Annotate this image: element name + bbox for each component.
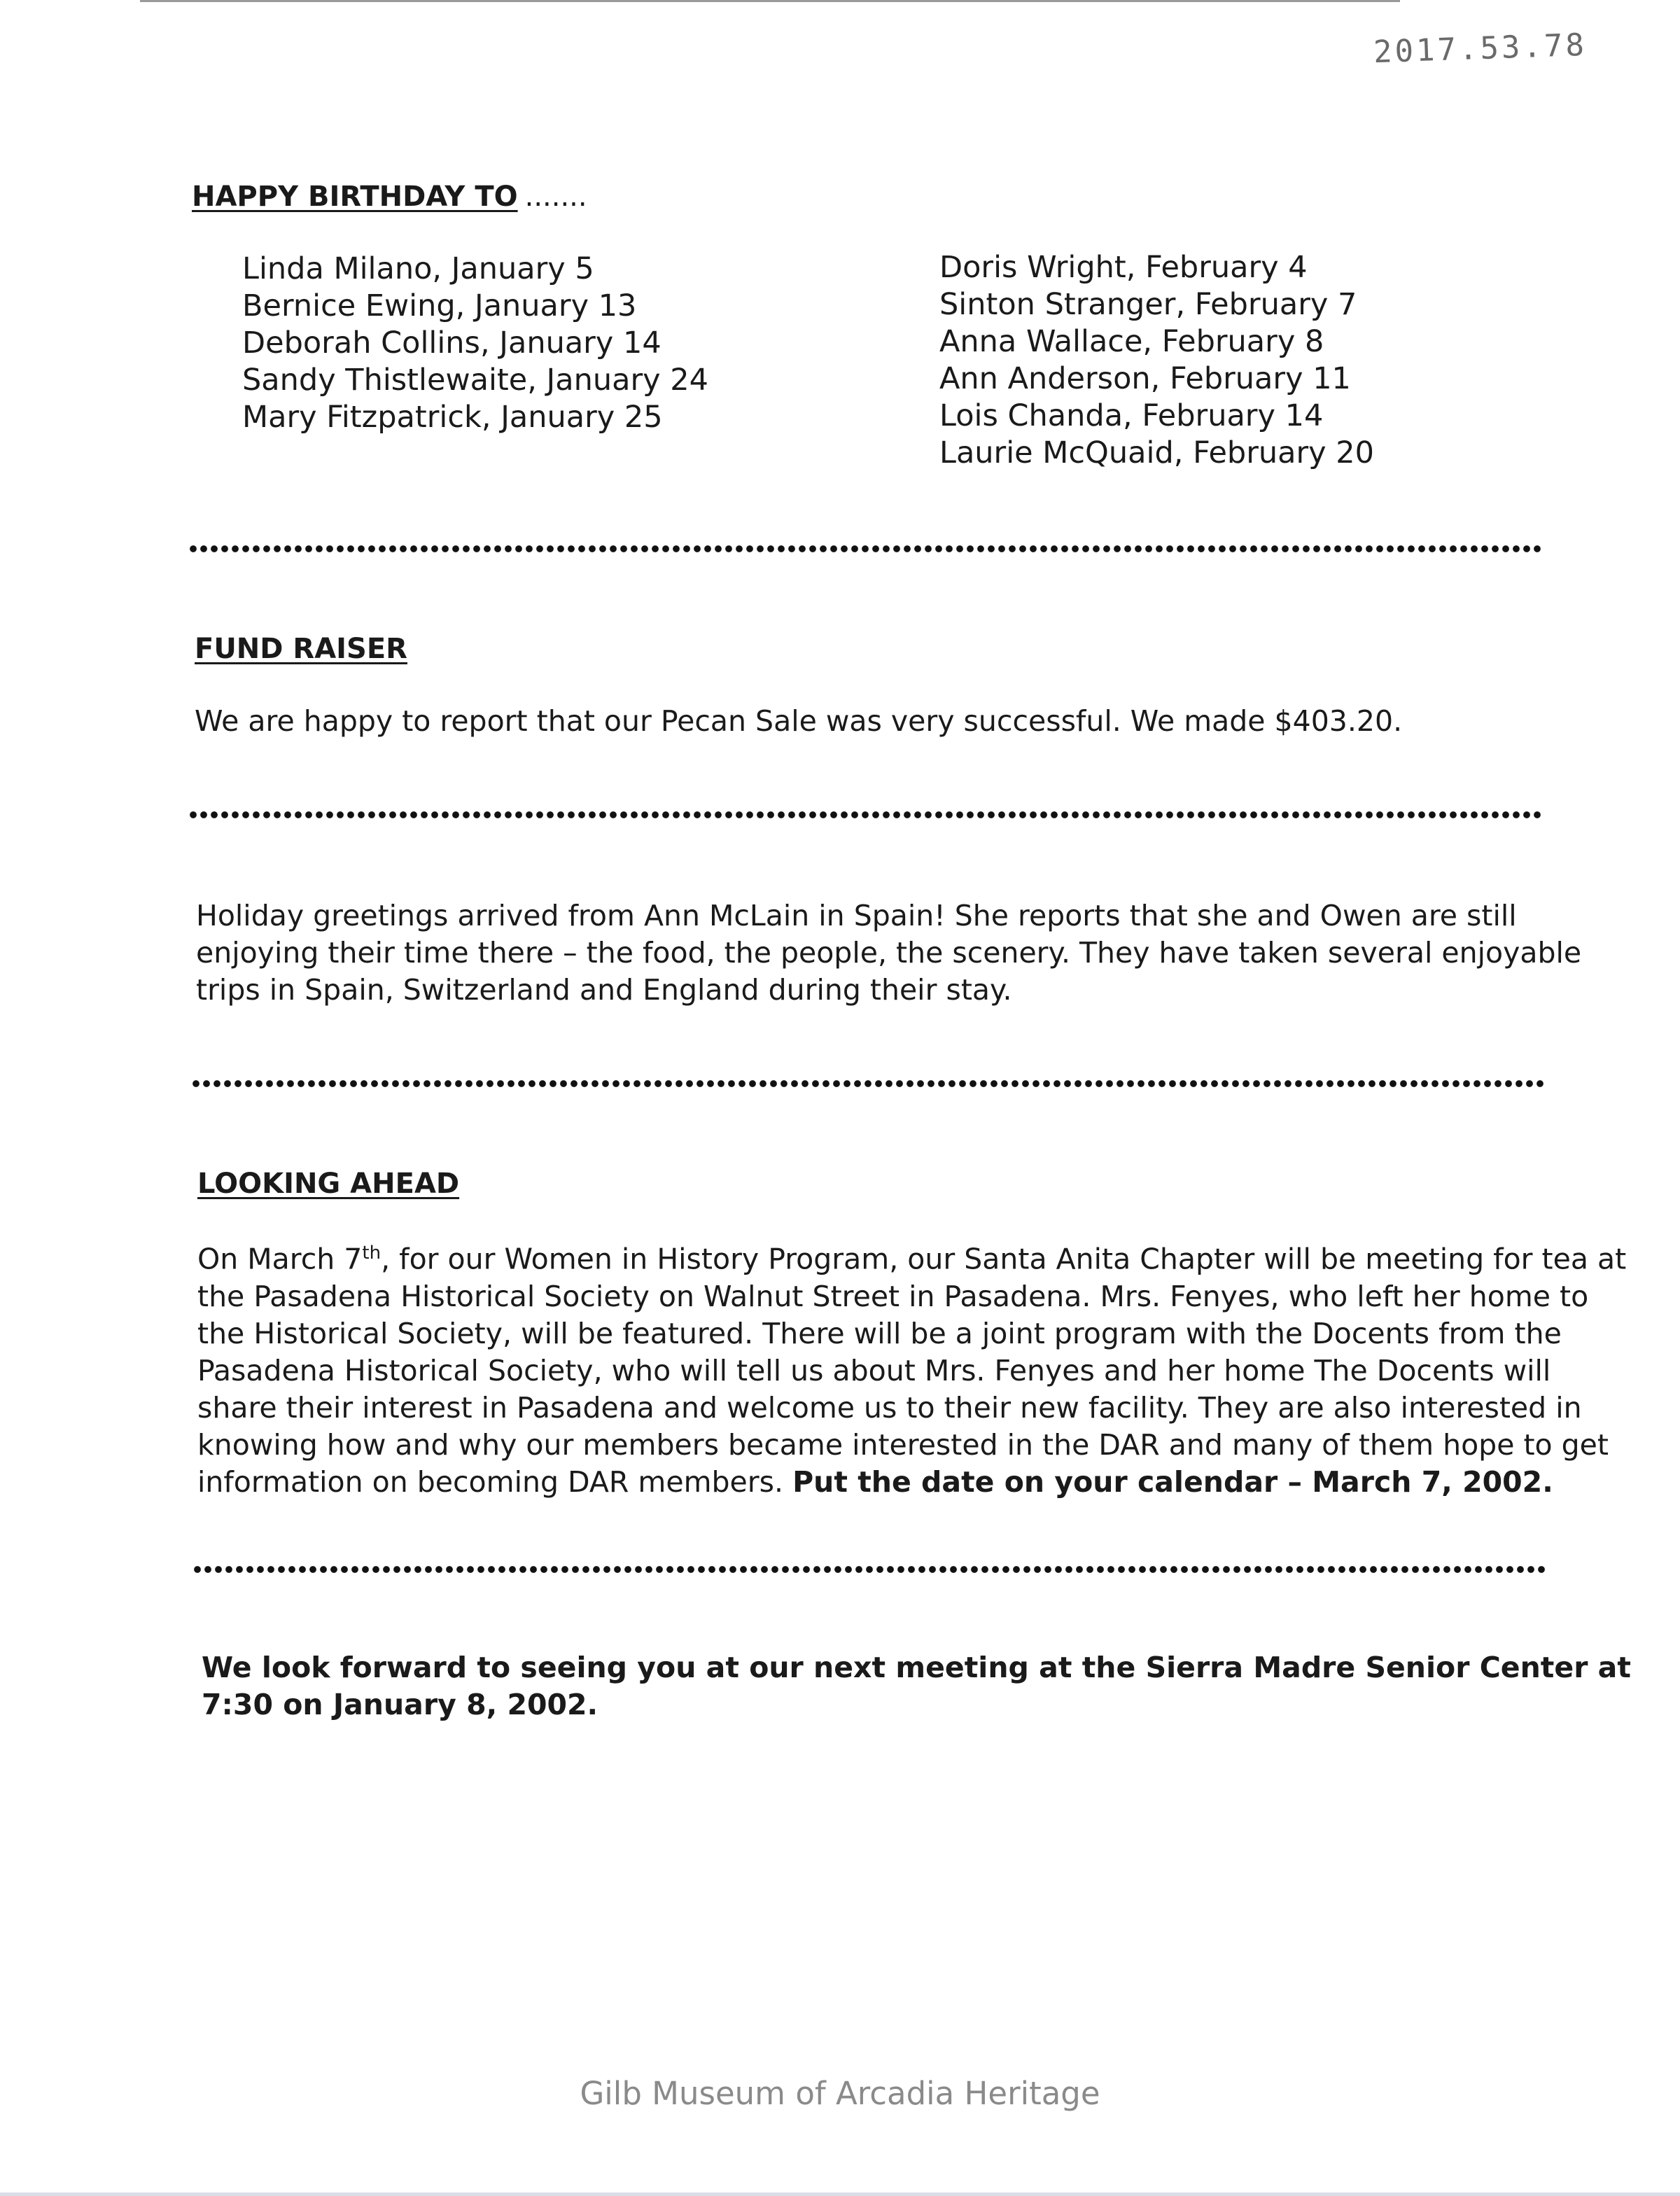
section-divider bbox=[193, 1565, 1546, 1574]
birthday-entry: Bernice Ewing, January 13 bbox=[242, 288, 637, 323]
birthday-entry: Ann Anderson, February 11 bbox=[939, 361, 1351, 396]
date-text: On March 7 bbox=[197, 1242, 363, 1276]
birthday-entry: Deborah Collins, January 14 bbox=[242, 326, 662, 361]
birthday-heading-dots: ....... bbox=[524, 181, 587, 213]
archive-number: 2017.53.78 bbox=[1373, 27, 1588, 71]
fund-raiser-heading-text: FUND RAISER bbox=[195, 633, 407, 665]
birthday-entry: Mary Fitzpatrick, January 25 bbox=[242, 400, 663, 435]
birthday-entry: Laurie McQuaid, February 20 bbox=[939, 435, 1375, 470]
paragraph-line: 7:30 on January 8, 2002. bbox=[202, 1688, 598, 1721]
scan-edge-line bbox=[140, 0, 1400, 2]
date-superscript: th bbox=[362, 1243, 382, 1264]
birthday-entry: Sinton Stranger, February 7 bbox=[939, 287, 1357, 322]
paragraph-line: share their interest in Pasadena and welcome us to their new facility. They are also interested in bbox=[197, 1390, 1582, 1425]
looking-ahead-paragraph bbox=[197, 1235, 1626, 1501]
birthday-entry: Doris Wright, February 4 bbox=[939, 250, 1308, 285]
paragraph-line bbox=[197, 1464, 1626, 1501]
birthday-heading-text: HAPPY BIRTHDAY TO bbox=[192, 181, 518, 213]
next-meeting-paragraph bbox=[202, 1649, 1631, 1723]
museum-footer: Gilb Museum of Arcadia Heritage bbox=[580, 2075, 1100, 2112]
paragraph-line: the Historical Society, will be featured. There will be a joint program with the Docents from the bbox=[197, 1316, 1562, 1350]
paragraph-line: trips in Spain, Switzerland and England during their stay. bbox=[196, 973, 1012, 1007]
section-divider bbox=[192, 1079, 1544, 1088]
line-continuation: , for our Women in History Program, our Santa Anita Chapter will be meeting for tea at bbox=[381, 1242, 1627, 1276]
looking-ahead-heading bbox=[197, 1168, 459, 1200]
paragraph-line bbox=[197, 1235, 1626, 1278]
line-text: information on becoming DAR members. bbox=[197, 1464, 793, 1499]
section-divider bbox=[189, 545, 1541, 553]
holiday-paragraph bbox=[196, 897, 1581, 1009]
looking-ahead-heading-text: LOOKING AHEAD bbox=[197, 1168, 460, 1200]
birthday-entry: Linda Milano, January 5 bbox=[242, 251, 594, 286]
fund-raiser-heading bbox=[195, 633, 407, 665]
paragraph-line: enjoying their time there – the food, the people, the scenery. They have taken several enjoyable bbox=[196, 936, 1582, 970]
birthday-entry: Sandy Thistlewaite, January 24 bbox=[242, 363, 708, 398]
paragraph-line: the Pasadena Historical Society on Walnut Street in Pasadena. Mrs. Fenyes, who left her home to bbox=[197, 1279, 1589, 1313]
paragraph-line: Pasadena Historical Society, who will tell us about Mrs. Fenyes and her home The Docents will bbox=[197, 1353, 1551, 1387]
birthday-entry: Anna Wallace, February 8 bbox=[939, 324, 1324, 359]
fund-raiser-text: We are happy to report that our Pecan Sale was very successful. We made $403.20. bbox=[195, 704, 1403, 738]
birthday-entry: Lois Chanda, February 14 bbox=[939, 398, 1324, 433]
birthday-heading bbox=[192, 181, 587, 213]
scan-edge-line bbox=[0, 2192, 1680, 2196]
section-divider bbox=[189, 811, 1541, 819]
paragraph-line: Holiday greetings arrived from Ann McLain in Spain! She reports that she and Owen are still bbox=[196, 899, 1517, 932]
birthday-list-january bbox=[242, 251, 708, 436]
paragraph-line: We look forward to seeing you at our next meeting at the Sierra Madre Senior Center at bbox=[202, 1651, 1631, 1684]
birthday-list-february bbox=[939, 249, 1374, 472]
calendar-reminder: Put the date on your calendar – March 7, 2002. bbox=[792, 1464, 1553, 1499]
paragraph-line: knowing how and why our members became interested in the DAR and many of them hope to get bbox=[197, 1427, 1609, 1462]
